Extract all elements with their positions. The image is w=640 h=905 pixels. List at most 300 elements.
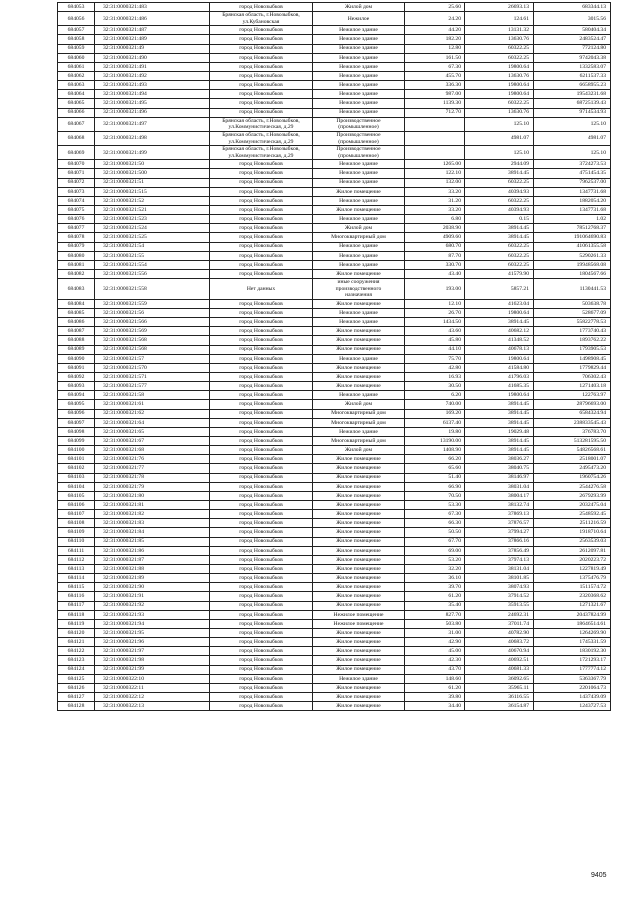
table-row [58,373,611,382]
cell-object-type: Жилое помещение [313,638,405,647]
cell-object-type: Жилое помещение [313,491,405,500]
cell-cadastral-value: 1804567.66 [534,269,611,278]
cell-object-type: Жилой дом [313,224,405,233]
cell-row-number: 684111 [58,546,95,555]
cell-address: город Новозыбков [210,53,313,62]
cell-object-type: Жилое помещение [313,692,405,701]
table-row [58,169,611,178]
cell-area [405,117,465,131]
cell-cadastral-number: 32:31:0000321:64 [95,418,210,427]
cell-area: 6137.40 [405,418,465,427]
cell-cadastral-number: 32:31:0000321:495 [95,99,210,108]
table-row [58,628,611,637]
table-row [58,336,611,345]
cell-address: Брянская область, г.Новозыбков, ул.Коммунистическая, д.29 [210,131,313,145]
cell-specific-value: 38004.17 [465,491,534,500]
cell-object-type: Жилое помещение [313,555,405,564]
cell-specific-value: 2944.09 [465,160,534,169]
cell-area: 6.80 [405,215,465,224]
table-row [58,619,611,628]
table-row [58,601,611,610]
cell-cadastral-number: 32:31:0000321:78 [95,473,210,482]
cell-area: 1408.90 [405,446,465,455]
table-row [58,108,611,117]
cell-address: город Новозыбков [210,683,313,692]
cell-address: город Новозыбков [210,519,313,528]
cell-cadastral-value: 1271403.18 [534,382,611,391]
cell-row-number: 684075 [58,206,95,215]
cell-specific-value: 38914.45 [465,437,534,446]
cell-address: город Новозыбков [210,169,313,178]
table-row [58,12,611,26]
table-row [58,427,611,436]
table-row [58,501,611,510]
table-row [58,555,611,564]
cell-cadastral-number: 32:31:0000321:515 [95,187,210,196]
cell-row-number: 684114 [58,574,95,583]
cell-area: 31.20 [405,196,465,205]
cell-address: город Новозыбков [210,251,313,260]
cell-address: город Новозыбков [210,555,313,564]
cell-area: 33.20 [405,187,465,196]
cell-row-number: 684067 [58,117,95,131]
cell-cadastral-value: 20437824.99 [534,610,611,619]
cell-address: город Новозыбков [210,656,313,665]
cell-address: город Новозыбков [210,528,313,537]
cell-specific-value: 13630.76 [465,35,534,44]
cell-area: 161.50 [405,53,465,62]
cell-cadastral-value: 1243727.53 [534,702,611,711]
cell-cadastral-number: 32:31:0000321:81 [95,501,210,510]
cell-specific-value: 26693.13 [465,3,534,12]
cell-cadastral-number: 32:31:0000322:13 [95,702,210,711]
cell-cadastral-number: 32:31:0000321:556 [95,269,210,278]
cell-object-type: Жилое помещение [313,382,405,391]
cell-area: 31.00 [405,628,465,637]
table-row [58,592,611,601]
table-row [58,354,611,363]
cell-object-type: Жилое помещение [313,464,405,473]
cell-cadastral-value: 1264269.90 [534,628,611,637]
cell-cadastral-number: 32:31:0000321:93 [95,610,210,619]
cell-cadastral-value: 125.10 [534,146,611,160]
cell-cadastral-number: 32:31:0000321:99 [95,665,210,674]
cell-address: город Новозыбков [210,187,313,196]
cell-address: город Новозыбков [210,242,313,251]
cell-cadastral-value: 1271321.67 [534,601,611,610]
cell-address: город Новозыбков [210,3,313,12]
cell-cadastral-number: 32:31:0000321:523 [95,215,210,224]
cell-row-number: 684057 [58,26,95,35]
cell-area: 25.60 [405,3,465,12]
cell-address: город Новозыбков [210,327,313,336]
cell-row-number: 684099 [58,437,95,446]
table-row [58,224,611,233]
cell-cadastral-value: 2563539.03 [534,537,611,546]
cell-object-type: Нежилое здание [313,178,405,187]
cell-address: город Новозыбков [210,206,313,215]
cadastral-value-table-sheet [57,2,610,711]
cell-area: 2038.90 [405,224,465,233]
cell-object-type: Нежилое здание [313,72,405,81]
cell-cadastral-number: 32:31:0000321:496 [95,108,210,117]
cell-object-type: Нежилое здание [313,26,405,35]
cell-address: город Новозыбков [210,72,313,81]
cell-specific-value: 40683.72 [465,638,534,647]
cell-specific-value: 60322.25 [465,196,534,205]
cell-specific-value: 13630.76 [465,108,534,117]
table-row [58,363,611,372]
cell-specific-value: 60322.25 [465,251,534,260]
cell-area: 39.80 [405,692,465,701]
cell-address: город Новозыбков [210,427,313,436]
cell-object-type: Жилое помещение [313,187,405,196]
cell-area: 44.20 [405,26,465,35]
cell-cadastral-number: 32:31:0000322:12 [95,692,210,701]
cell-object-type: Жилое помещение [313,656,405,665]
cell-specific-value: 60322.25 [465,53,534,62]
cell-cadastral-number: 32:31:0000321:487 [95,26,210,35]
cell-cadastral-number: 32:31:0000321:96 [95,638,210,647]
cell-cadastral-value: 1960754.26 [534,473,611,482]
cell-row-number: 684058 [58,35,95,44]
cell-cadastral-value: 2495473.20 [534,464,611,473]
table-row [58,565,611,574]
cell-specific-value: 60322.25 [465,44,534,53]
cell-address: город Новозыбков [210,473,313,482]
cell-cadastral-value: 1437439.09 [534,692,611,701]
cell-specific-value: 38914.45 [465,233,534,242]
cell-cadastral-number: 32:31:0000321:500 [95,169,210,178]
cell-cadastral-number: 32:31:0000321:80 [95,491,210,500]
cell-cadastral-value: 54826568.61 [534,446,611,455]
cell-area: 35.40 [405,601,465,610]
table-row [58,400,611,409]
cell-cadastral-value: 1498908.45 [534,354,611,363]
cell-row-number: 684088 [58,336,95,345]
cell-specific-value: 19800.64 [465,391,534,400]
cell-specific-value: 38914.45 [465,224,534,233]
cell-row-number: 684109 [58,528,95,537]
cell-object-type: Жилое помещение [313,683,405,692]
cell-area [405,131,465,145]
cell-area [405,146,465,160]
cell-address: город Новозыбков [210,409,313,418]
cell-object-type: Жилой дом [313,446,405,455]
cell-row-number: 684098 [58,427,95,436]
cell-cadastral-value: 1347731.68 [534,206,611,215]
cell-area: 42.80 [405,363,465,372]
cell-cadastral-number: 32:31:0000321:83 [95,519,210,528]
cell-address: город Новозыбков [210,108,313,117]
cell-address: город Новозыбков [210,373,313,382]
cell-cadastral-value: 55822778.53 [534,318,611,327]
cell-area: 6.20 [405,391,465,400]
cell-object-type: Жилое помещение [313,665,405,674]
cell-row-number: 684106 [58,501,95,510]
cell-specific-value: 37856.49 [465,546,534,555]
cell-cadastral-value: 7962537.00 [534,178,611,187]
table-row [58,464,611,473]
cell-cadastral-number: 32:31:0000321:566 [95,318,210,327]
cell-area: 53.30 [405,501,465,510]
cell-row-number: 684074 [58,196,95,205]
cell-specific-value: 38914.45 [465,409,534,418]
cell-cadastral-number: 32:31:0000321:559 [95,299,210,308]
cell-object-type: Нежилое здание [313,674,405,683]
cell-row-number: 684070 [58,160,95,169]
cell-specific-value: 37994.27 [465,528,534,537]
cell-specific-value: 38031.04 [465,482,534,491]
cell-object-type: Жилое помещение [313,345,405,354]
cell-cadastral-value: 513281595.50 [534,437,611,446]
cell-row-number: 684119 [58,619,95,628]
cell-address: город Новозыбков [210,418,313,427]
cell-cadastral-value: 6584324.94 [534,409,611,418]
cell-cadastral-value: 18646514.61 [534,619,611,628]
cell-object-type: Жилое помещение [313,336,405,345]
cell-specific-value: 40682.12 [465,327,534,336]
cell-address: город Новозыбков [210,382,313,391]
cell-cadastral-number: 32:31:0000321:489 [95,35,210,44]
cell-row-number: 684123 [58,656,95,665]
cell-row-number: 684108 [58,519,95,528]
table-row [58,44,611,53]
cell-specific-value: 38101.85 [465,574,534,583]
cell-row-number: 684090 [58,354,95,363]
cell-specific-value: 24692.31 [465,610,534,619]
table-row [58,391,611,400]
cell-specific-value: 38040.75 [465,464,534,473]
cell-cadastral-value: 5290261.33 [534,251,611,260]
cell-object-type: Многоквартирный дом [313,437,405,446]
cell-specific-value: 41796.03 [465,373,534,382]
cell-specific-value: 37869.13 [465,510,534,519]
cell-row-number: 684121 [58,638,95,647]
cell-specific-value: 38914.45 [465,318,534,327]
table-row [58,382,611,391]
cell-specific-value: 40692.51 [465,656,534,665]
table-row [58,610,611,619]
cell-cadastral-number: 32:31:0000321:51 [95,178,210,187]
cell-row-number: 684078 [58,233,95,242]
cell-row-number: 684082 [58,269,95,278]
cell-cadastral-value: 19948568.08 [534,260,611,269]
cell-cadastral-value: 2518001.07 [534,455,611,464]
cell-specific-value: 37914.52 [465,592,534,601]
table-row [58,455,611,464]
cell-row-number: 684071 [58,169,95,178]
cell-specific-value: 60322.25 [465,242,534,251]
cell-cadastral-value: 2020223.72 [534,555,611,564]
cell-specific-value: 19029.48 [465,427,534,436]
cell-cadastral-number: 32:31:0000321:569 [95,327,210,336]
cell-cadastral-value: 1130441.53 [534,279,611,300]
cell-cadastral-number: 32:31:0000321:92 [95,601,210,610]
cell-area: 827.70 [405,610,465,619]
cell-cadastral-number: 32:31:0000321:558 [95,279,210,300]
cell-area: 42.90 [405,638,465,647]
cell-row-number: 684072 [58,178,95,187]
table-row [58,206,611,215]
cell-address: город Новозыбков [210,610,313,619]
cell-row-number: 684063 [58,81,95,90]
table-row [58,53,611,62]
cell-area: 336.30 [405,81,465,90]
cell-specific-value: 40678.13 [465,345,534,354]
cell-area: 43.40 [405,269,465,278]
cell-row-number: 684062 [58,72,95,81]
cell-address: город Новозыбков [210,233,313,242]
cell-cadastral-value: 125.10 [534,117,611,131]
cell-address: город Новозыбков [210,345,313,354]
cell-address: Нет данных [210,279,313,300]
cell-area: 330.70 [405,260,465,269]
cell-specific-value: 19800.64 [465,309,534,318]
cell-cadastral-number: 32:31:0000321:89 [95,574,210,583]
cell-cadastral-value: 2548592.45 [534,510,611,519]
cell-row-number: 684124 [58,665,95,674]
cell-cadastral-number: 32:31:0000321:84 [95,528,210,537]
cell-object-type: Нежилое здание [313,196,405,205]
cell-specific-value: 36092.65 [465,674,534,683]
cell-address: Брянская область, г.Новозыбков, ул.Коммунистическая, д.29 [210,117,313,131]
cell-object-type: Нежилое здание [313,44,405,53]
cell-cadastral-value: 9742043.38 [534,53,611,62]
cell-address: город Новозыбков [210,510,313,519]
cell-specific-value: 19800.64 [465,81,534,90]
cell-cadastral-value: 1721293.17 [534,656,611,665]
cell-row-number: 684112 [58,555,95,564]
cell-row-number: 684080 [58,251,95,260]
cell-row-number: 684085 [58,309,95,318]
cell-specific-value: 41348.52 [465,336,534,345]
cell-row-number: 684065 [58,99,95,108]
cell-area: 712.70 [405,108,465,117]
table-row [58,35,611,44]
table-row [58,72,611,81]
cell-row-number: 684128 [58,702,95,711]
cell-cadastral-number: 32:31:0000321:571 [95,373,210,382]
cell-area: 43.60 [405,327,465,336]
cell-row-number: 684086 [58,318,95,327]
cell-cadastral-number: 32:31:0000321:91 [95,592,210,601]
table-row [58,510,611,519]
cell-address: город Новозыбков [210,665,313,674]
cell-area: 75.70 [405,354,465,363]
cell-object-type: Нежилое здание [313,160,405,169]
cell-cadastral-value: 2320368.62 [534,592,611,601]
cell-cadastral-number: 32:31:0000321:492 [95,72,210,81]
cell-row-number: 684084 [58,299,95,308]
cell-cadastral-number: 32:31:0000321:87 [95,555,210,564]
table-row [58,309,611,318]
cell-specific-value: 13131.32 [465,26,534,35]
cell-cadastral-number: 32:31:0000321:554 [95,260,210,269]
cell-object-type: Нежилое здание [313,90,405,99]
cell-object-type: Нежилое здание [313,99,405,108]
table-row [58,674,611,683]
cell-area: 45.00 [405,647,465,656]
cell-cadastral-value: 1918710.64 [534,528,611,537]
table-row [58,537,611,546]
cell-cadastral-value: 1227819.49 [534,565,611,574]
table-row [58,446,611,455]
cell-area: 39.70 [405,583,465,592]
cell-area: 148.60 [405,674,465,683]
table-row [58,299,611,308]
cell-cadastral-value: 41061355.58 [534,242,611,251]
cell-specific-value: 38131.04 [465,565,534,574]
cell-object-type: Жилое помещение [313,628,405,637]
cell-row-number: 684122 [58,647,95,656]
cell-cadastral-value: 4981.07 [534,131,611,145]
table-row [58,26,611,35]
cell-specific-value: 4981.07 [465,131,534,145]
cell-object-type: Жилое помещение [313,482,405,491]
cell-specific-value: 35913.55 [465,601,534,610]
cell-row-number: 684107 [58,510,95,519]
cell-cadastral-number: 32:31:0000321:61 [95,400,210,409]
cell-cadastral-number: 32:31:0000321:570 [95,363,210,372]
cell-object-type: Нежилое здание [313,215,405,224]
cell-area: 67.30 [405,510,465,519]
cell-object-type: Многоквартирный дом [313,409,405,418]
cell-cadastral-number: 32:31:0000321:521 [95,206,210,215]
cell-row-number: 684056 [58,12,95,26]
cell-object-type: Жилое помещение [313,269,405,278]
cell-area: 69.00 [405,546,465,555]
cell-row-number: 684104 [58,482,95,491]
cell-object-type: Жилое помещение [313,528,405,537]
cell-cadastral-value: 1745331.59 [534,638,611,647]
cell-specific-value: 35965.11 [465,683,534,692]
cell-cadastral-value: 6211537.33 [534,72,611,81]
cell-specific-value: 37866.16 [465,537,534,546]
cell-cadastral-value: 122763.97 [534,391,611,400]
cell-area: 34.40 [405,702,465,711]
cell-address: Брянская область, г.Новозыбков, ул.Кубановская [210,12,313,26]
cell-row-number: 684100 [58,446,95,455]
table-row [58,437,611,446]
table-row [58,418,611,427]
cell-cadastral-value: 1375476.79 [534,574,611,583]
cell-object-type: Жилое помещение [313,473,405,482]
cell-row-number: 684094 [58,391,95,400]
cell-cadastral-number: 32:31:0000321:55 [95,251,210,260]
cell-cadastral-value: 2511216.59 [534,519,611,528]
cell-cadastral-value: 9714534.93 [534,108,611,117]
cell-row-number: 684087 [58,327,95,336]
cell-cadastral-number: 32:31:0000321:486 [95,12,210,26]
cell-row-number: 684092 [58,373,95,382]
cell-area: 32.20 [405,565,465,574]
cell-cadastral-number: 32:31:0000321:525 [95,233,210,242]
cell-cadastral-value: 1777774.12 [534,665,611,674]
cell-address: город Новозыбков [210,537,313,546]
cell-cadastral-value: 1830192.30 [534,647,611,656]
cell-row-number: 684102 [58,464,95,473]
cell-cadastral-value: 1.02 [534,215,611,224]
cell-address: город Новозыбков [210,464,313,473]
cell-area: 16.93 [405,373,465,382]
cell-object-type: Жилой дом [313,3,405,12]
cell-cadastral-value: 1779829.44 [534,363,611,372]
cell-address: город Новозыбков [210,26,313,35]
cell-cadastral-number: 32:31:0000321:577 [95,382,210,391]
cell-address: город Новозыбков [210,491,313,500]
cell-area: 24.20 [405,12,465,26]
